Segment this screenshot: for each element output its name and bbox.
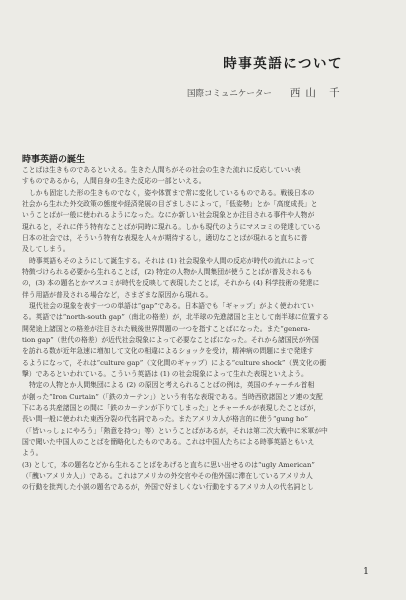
text-line: しかも固定した形の生きものでなく，姿や体質まで常に変化しているものである。戦後日本の: [29, 188, 315, 197]
author-name: 西山 千: [289, 87, 345, 99]
section-heading: 時事英語の誕生: [22, 155, 86, 165]
text-line: 伴う用語が普及される場合など，さまざまな原因から現れる。: [22, 290, 213, 299]
text-line: いうことばが一般に使われるようになった。なにか新しい社会現象とか注目される事件や人物が: [22, 211, 315, 220]
text-line: 開発途上諸国との格差が注目された戦後世界問題の一つを指すことばになった。また“genera-: [22, 324, 311, 333]
text-line: よう。: [22, 449, 43, 458]
text-line: 撃）であるといわれている。こういう英語は (1) の社会現象によって生れた表現といえよう。: [22, 369, 308, 378]
text-line: 特定の人物とか人間集団による (2) の原因と考えられることばの例は，英国のチャーチル首相: [29, 381, 315, 390]
text-line: の行動を批判した小説の題名であるが，外国で好ましくない行動をするアメリカ人の代名詞とし: [22, 483, 314, 492]
text-line: (3) として，本の題名などから生れることばをあげると直ちに思い出せるのは“ugly American”: [22, 460, 315, 469]
text-line: 現代社会の現象を表す一つの単語は“gap”である。日本語でも「ギャップ」がよく使われてい: [29, 301, 314, 310]
text-line: 長い間一般に使われた東西分裂の代名詞であった。またアメリカ人が格言的に使う“gung ho”: [22, 415, 308, 424]
text-line: る。英語では“north-south gap”（南北の格差）が，北半球の先進諸国と主として南半球に位置する: [22, 313, 329, 322]
text-line: 及してしまう。: [22, 245, 70, 254]
text-line: ことばは生きものであるといえる。生きた人間ちがその社会の生きた流れに反応していい表: [22, 166, 301, 174]
body-text: [22, 165, 384, 494]
text-line: 国で聞いた中国人のことばを簡略化したものである。これは中国人たちによる時事英語ともいえ: [22, 437, 315, 446]
text-line: の，(3) 本の題名とかマスコミが時代を反映して表現したことば，それから (4) 科学技術の発達に: [22, 279, 320, 288]
text-line: 日本の社会では，そういう特有な表現を人々が期待するし，適切なことばが現れると直ちに普: [22, 233, 308, 242]
text-line: が創った“Iron Curtain”（「鉄のカーテン」）という有名な表現である。当時西欧諸国とソ連の支配: [22, 392, 323, 401]
text-line: 特徴づけられる必要から生れることば，(2) 特定の人物か人間集団が使うことばが普及されるも: [22, 267, 313, 276]
text-line: るようになって，それは“culture gap”（文化間のギャップ）による“culture shock”（異文化の衝: [22, 358, 327, 367]
text-line: すものであるから，人間自身の生きた反応の一部といえる。: [22, 177, 206, 186]
text-line: 下にある共産諸国との間に「鉄のカーテンが下りてしまった」とチャーチルが表現したことばが，: [22, 403, 321, 412]
text-line: 時事英語もそのようにして誕生する。それは (1) 社会現象や人間の反応が時代の流れによって: [29, 256, 315, 265]
page-number: 1: [362, 566, 369, 577]
author-line: [187, 85, 345, 100]
article-title: 時事英語について: [223, 56, 343, 72]
text-line: （「醜いアメリカ人」）である。これはアメリカの外交官やその他外国に滞在しているアメリカ人: [22, 471, 313, 480]
text-line: （「皆いっしょにやろう」「熱意を持つ」等）ということばがあるが，それは第二次大戦中に米軍が中: [22, 426, 328, 435]
text-line: tion gap”（世代の格差）が近代社会現象によって必要なことばになった。それから諸国民が外国: [22, 335, 319, 344]
text-line: 社会から生れた外交政策の態度や経済発展の目ざましさによって，「低姿勢」とか「高度成長」と: [22, 199, 318, 208]
author-affiliation: 国際コミュニケーター: [187, 89, 272, 99]
text-line: を訪れる数が近年急速に増加して文化の相違によるショックを受け，精神病の問題にまで発達す: [22, 347, 314, 356]
text-line: 現れると，それに伴う特有なことばが同時に現れる。しかも現代のようにマスコミの発達している: [22, 222, 322, 231]
